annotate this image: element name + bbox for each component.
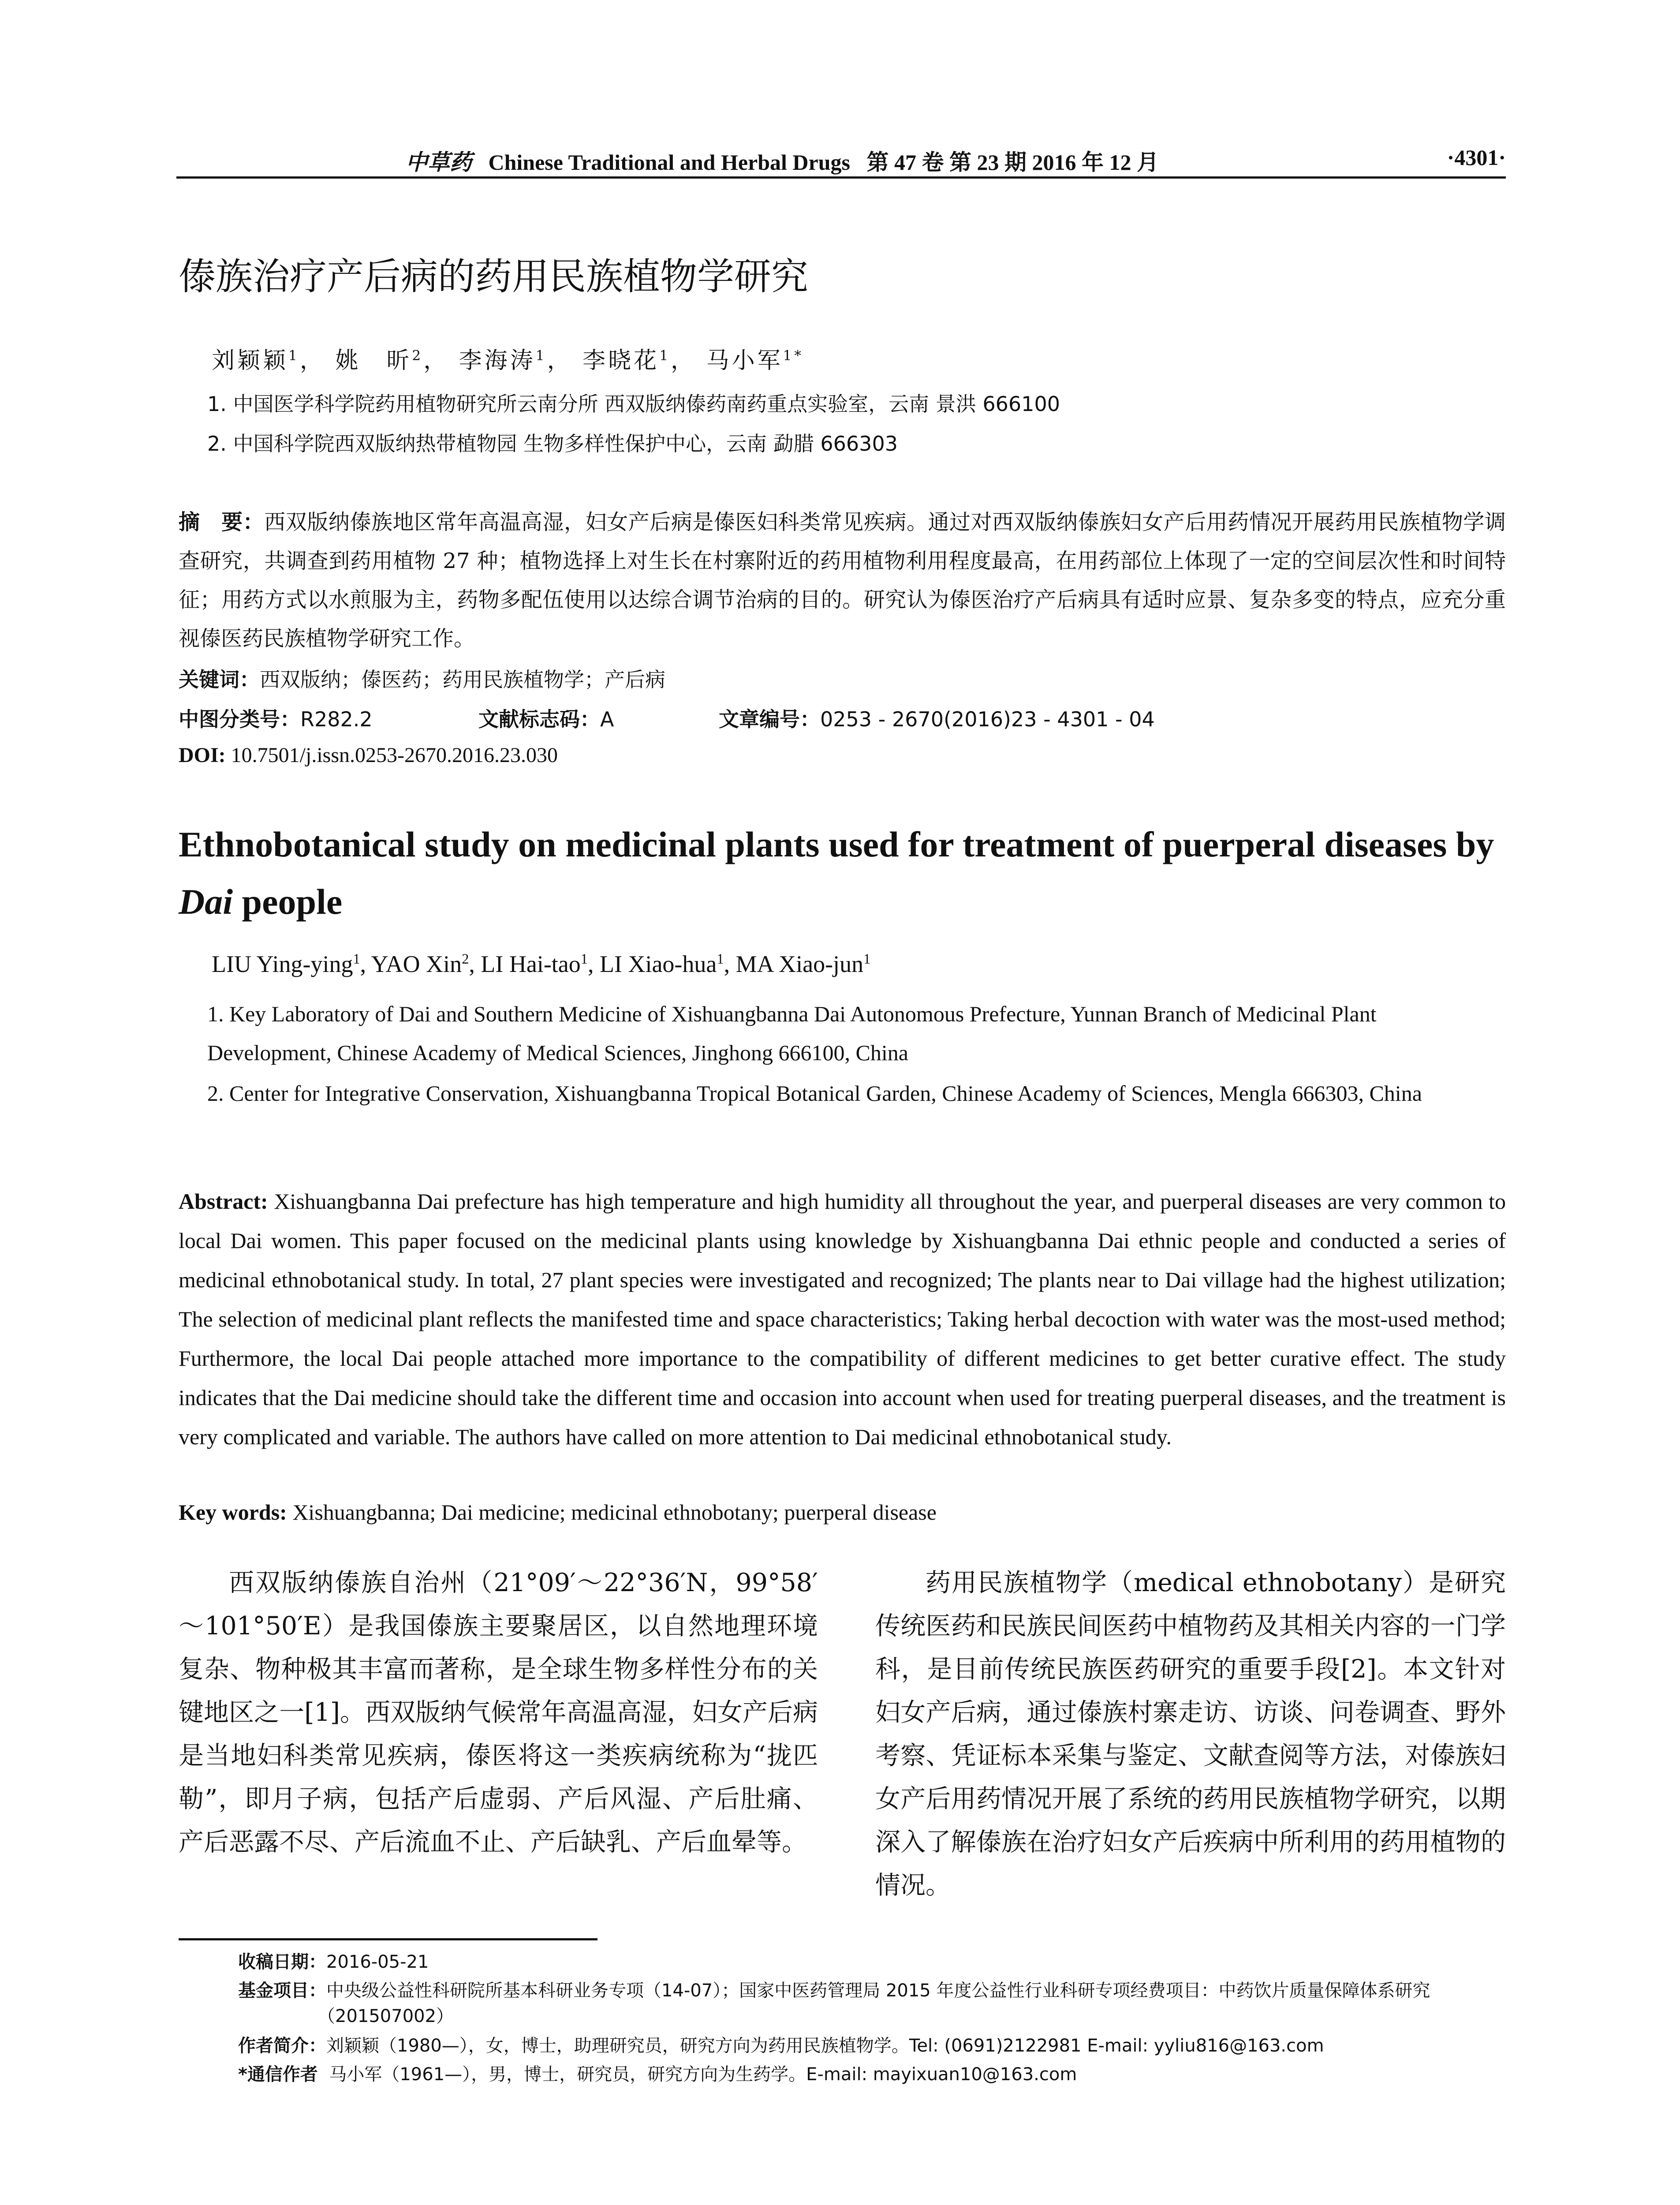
abstract-cn-text: 西双版纳傣族地区常年高温高湿，妇女产后病是傣医妇科类常见疾病。通过对西双版纳傣族妇女产后用药情况开展药用民族植物学调查研究，共调查到药用植物 27 种；植物选择上对生长在村寨附近的药用植物利用程度最高，在用药部位上体现了一定的空间层次性和时间特征；用药方式以水煎服为主，药物多配伍使用以达综合调节治病的目的。研究认为傣医治疗产后病具有适时应景、复杂多变的特点，应充分重视傣医药民族植物学研究工作。	[179, 510, 1506, 651]
article-title-en: Ethnobotanical study on medicinal plants used for treatment of puerperal diseases by Dai people	[179, 824, 1494, 922]
abstract-cn	[179, 503, 1506, 658]
authors-cn: 刘颖颖$^1$， 姚 昕$^2$， 李海涛$^1$， 李晓花$^1$， 马小军$^{1*}$	[212, 348, 804, 374]
page-number: ·4301·	[1447, 145, 1506, 170]
author-cn: 李海涛$^1$	[459, 348, 547, 374]
affiliation-cn-1: 1. 中国医学科学院药用植物研究所云南分所 西双版纳傣药南药重点实验室，云南 景洪 666100	[207, 392, 1060, 416]
footnote-funding: 基金项目：中央级公益性科研院所基本科研业务专项（14-07）；国家中医药管理局 2015 年度公益性行业科研专项经费项目：中药饮片质量保障体系研究（201507002）	[238, 1981, 1430, 2026]
keywords-cn-text: 西双版纳；傣医药；药用民族植物学；产后病	[260, 668, 665, 691]
affiliation-en-1: 1. Key Laboratory of Dai and Southern Medicine of Xishuangbanna Dai Autonomous Prefecture, Yunnan Branch of Medicinal Plant Development, Chinese Academy of Medical Sciences, Jinghong 666100, China	[207, 1002, 1377, 1065]
abstract-en-text: Xishuangbanna Dai prefecture has high temperature and high humidity all throughout the year, and puerperal diseases are very common to local Dai women. This paper focused on the medicinal plants using knowledge by Xishuangbanna Dai ethnic people and conducted a series of medicinal ethnobotanical study. In total, 27 plant species were investigated and recognized; The plants near to Dai village had the highest utilization; The selection of medicinal plant reflects the manifested time and space characteristics; Taking herbal decoction with water was the most-used method; Furthermore, the local Dai people attached more importance to the compatibility of different medicines to get better curative effect. The study indicates that the Dai medicine should take the different time and occasion into account when used for treating puerperal diseases, and the treatment is very complicated and variable. The authors have called on more attention to Dai medicinal ethnobotanical study.	[179, 1189, 1506, 1449]
doc-code-value: A	[600, 707, 614, 731]
authors-en: LIU Ying-ying$^1$, YAO Xin$^2$, LI Hai-tao$^1$, LI Xiao-hua$^1$, MA Xiao-jun$^1$	[212, 951, 871, 977]
classification-line	[179, 703, 373, 733]
abstract-cn-label: 摘 要：	[179, 510, 265, 534]
doc-code	[478, 703, 614, 733]
article-title-cn: 傣族治疗产后病的药用民族植物学研究	[179, 255, 809, 298]
footnote-rule	[179, 1938, 597, 1940]
abstract-en-label: Abstract:	[179, 1189, 268, 1214]
body-column-right: 药用民族植物学（medical ethnobotany）是研究传统医药和民族民间医药中植物药及其相关内容的一门学科，是目前传统民族医药研究的重要手段[2]。本文针对妇女产后病，通过傣族村寨走访、访谈、问卷调查、野外考察、凭证标本采集与鉴定、文献查阅等方法，对傣族妇女产后用药情况开展了系统的药用民族植物学研究，以期深入了解傣族在治疗妇女产后疾病中所利用的药用植物的情况。	[875, 1568, 1506, 1900]
article-number-value: 0253 - 2670(2016)23 - 4301 - 04	[820, 707, 1155, 731]
author-en: LI Xiao-hua$^1$	[599, 951, 724, 977]
author-cn: 李晓花$^1$	[582, 348, 671, 374]
keywords-cn	[179, 664, 665, 693]
footnote-corresponding: *通信作者 马小军（1961—），男，博士，研究员，研究方向为生药学。E-mail: mayixuan10@163.com	[238, 2064, 1077, 2085]
author-en: LIU Ying-ying$^1$	[212, 951, 360, 977]
author-cn: 姚 昕$^2$	[335, 348, 424, 374]
journal-line	[406, 145, 1159, 176]
issue-info: 第 47 卷 第 23 期 2016 年 12 月	[866, 150, 1159, 175]
journal-name-en: Chinese Traditional and Herbal Drugs	[488, 150, 850, 175]
affiliation-cn-2: 2. 中国科学院西双版纳热带植物园 生物多样性保护中心，云南 勐腊 666303	[207, 432, 898, 456]
header-rule	[176, 176, 1506, 179]
doi-label: DOI:	[179, 744, 226, 767]
keywords-en-text: Xishuangbanna; Dai medicine; medicinal ethnobotany; puerperal disease	[292, 1500, 937, 1525]
clc-label: 中图分类号：	[179, 707, 300, 731]
doi-line	[179, 743, 558, 767]
abstract-en	[179, 1182, 1506, 1457]
author-cn: 刘颖颖$^1$	[212, 348, 300, 374]
title-italic: Dai	[179, 882, 233, 922]
journal-name-cn: 中草药	[406, 149, 472, 175]
author-cn: 马小军$^{1*}$	[706, 348, 804, 374]
keywords-cn-label: 关键词：	[179, 668, 260, 691]
affiliation-en-2: 2. Center for Integrative Conservation, Xishuangbanna Tropical Botanical Garden, Chinese Academy of Sciences, Mengla 666303, China	[207, 1081, 1422, 1106]
article-number-label: 文章编号：	[719, 707, 820, 731]
body-column-left: 西双版纳傣族自治州（21°09′～22°36′N，99°58′～101°50′E）是我国傣族主要聚居区，以自然地理环境复杂、物种极其丰富而著称，是全球生物多样性分布的关键地区之一[1]。西双版纳气候常年高温高湿，妇女产后病是当地妇科类常见疾病，傣医将这一类疾病统称为“拢匹勒”，即月子病，包括产后虚弱、产后风湿、产后肚痛、产后恶露不尽、产后流血不止、产后缺乳、产后血晕等。	[179, 1568, 818, 1857]
keywords-en-label: Key words:	[179, 1500, 287, 1525]
footnote-author-bio: 作者简介：刘颖颖（1980—），女，博士，助理研究员，研究方向为药用民族植物学。Tel: (0691)2122981 E-mail: yyliu816@163.com	[238, 2036, 1324, 2056]
doc-code-label: 文献标志码：	[478, 707, 600, 731]
author-en: MA Xiao-jun$^1$	[735, 951, 871, 977]
running-header	[176, 141, 1506, 176]
doi-value: 10.7501/j.issn.0253-2670.2016.23.030	[231, 744, 558, 767]
footnote-received: 收稿日期：2016-05-21	[238, 1952, 429, 1972]
article-number	[719, 703, 1155, 733]
author-en: YAO Xin$^2$	[371, 951, 469, 977]
author-en: LI Hai-tao$^1$	[481, 951, 588, 977]
keywords-en	[179, 1499, 937, 1525]
clc-value: R282.2	[300, 707, 373, 731]
